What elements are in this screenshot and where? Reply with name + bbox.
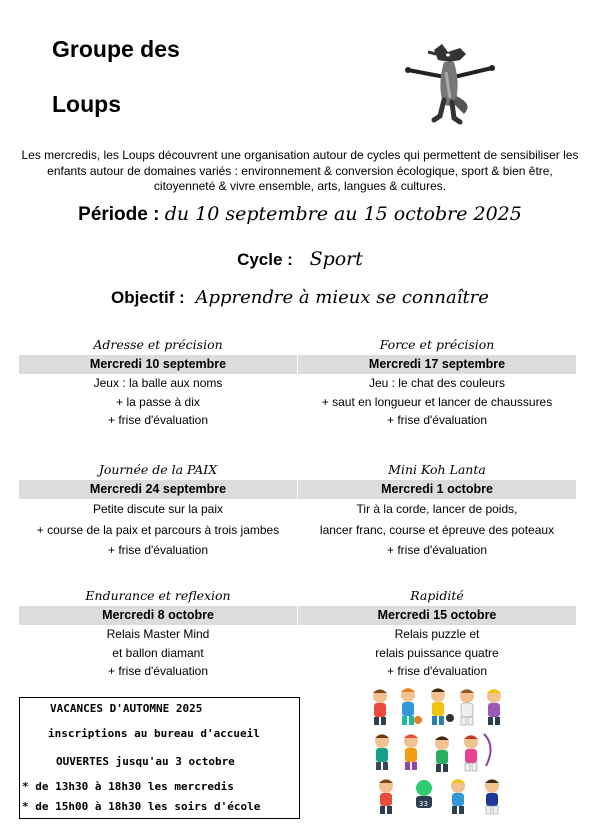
holidays-hours-school-days: * de 15h00 à 18h30 les soirs d'école xyxy=(22,800,261,813)
session-activity: Petite discute sur la paix xyxy=(92,502,224,516)
session-date: Mercredi 10 septembre xyxy=(19,355,297,374)
session-date: Mercredi 15 octobre xyxy=(298,606,576,625)
intro-paragraph: Les mercredis, les Loups découvrent une organisation autour de cycles qui permettent de sensibiliser les enfants autour de domaines variés : environnement & conversion écologique, sport & bien être, citoyenneté & vivre ensemble, arts, langues & cultures. xyxy=(21,148,579,193)
session-title: Force et précision xyxy=(379,337,495,352)
session-card xyxy=(19,586,297,681)
session-card xyxy=(19,460,297,561)
session-date: Mercredi 17 septembre xyxy=(298,355,576,374)
kids-sports-illustration xyxy=(366,686,512,816)
session-activity: + frise d'évaluation xyxy=(107,543,209,557)
page-title-line-1: Groupe des xyxy=(52,36,180,62)
session-title: Mini Koh Lanta xyxy=(388,462,486,477)
session-activity: lancer franc, course et épreuve des poteaux xyxy=(319,522,555,537)
session-date: Mercredi 24 septembre xyxy=(19,480,297,499)
session-card xyxy=(298,335,576,430)
session-title: Adresse et précision xyxy=(93,337,223,352)
session-activity: + frise d'évaluation xyxy=(107,413,209,427)
session-title: Endurance et reflexion xyxy=(85,588,231,603)
cycle-label: Cycle : xyxy=(237,250,293,269)
objective-row xyxy=(0,287,600,308)
cycle-row xyxy=(0,248,600,270)
session-card xyxy=(19,335,297,430)
page-title-line-2: Loups xyxy=(52,91,121,117)
period-label: Période : xyxy=(78,204,160,225)
session-activity: Jeu : le chat des couleurs xyxy=(368,376,506,390)
holidays-hours-wednesday: * de 13h30 à 18h30 les mercredis xyxy=(22,780,234,793)
svg-text:33: 33 xyxy=(419,800,428,808)
session-card xyxy=(298,586,576,681)
session-activity: + course de la paix et parcours à trois jambes xyxy=(36,522,280,537)
session-date: Mercredi 8 octobre xyxy=(19,606,297,625)
session-date: Mercredi 1 octobre xyxy=(298,480,576,499)
session-activity: Relais Master Mind xyxy=(106,627,210,641)
session-activity: relais puissance quatre xyxy=(375,645,499,660)
session-activity: + frise d'évaluation xyxy=(386,543,488,557)
session-title: Journée de la PAIX xyxy=(98,462,218,477)
session-activity: + frise d'évaluation xyxy=(386,664,488,678)
session-activity: Relais puzzle et xyxy=(394,627,480,641)
session-card xyxy=(298,460,576,561)
session-activity: Jeux : la balle aux noms xyxy=(93,376,223,390)
wolf-mascot-icon xyxy=(404,42,496,126)
session-activity: Tir à la corde, lancer de poids, xyxy=(356,502,518,516)
session-activity: + frise d'évaluation xyxy=(107,664,209,678)
period-value: du 10 septembre au 15 octobre 2025 xyxy=(164,203,522,225)
objective-label: Objectif : xyxy=(111,288,185,307)
period-row xyxy=(0,203,600,226)
session-title: Rapidité xyxy=(410,588,464,603)
holidays-registration: inscriptions au bureau d'accueil xyxy=(48,727,260,740)
session-activity: et ballon diamant xyxy=(112,645,204,660)
holidays-title: VACANCES D'AUTOMNE 2025 xyxy=(50,702,203,715)
session-activity: + saut en longueur et lancer de chaussures xyxy=(321,394,553,409)
session-activity: + frise d'évaluation xyxy=(386,413,488,427)
cycle-value: Sport xyxy=(309,248,363,270)
holidays-open-until: OUVERTES jusqu'au 3 octobre xyxy=(56,755,235,768)
objective-value: Apprendre à mieux se connaître xyxy=(195,287,489,308)
session-activity: + la passe à dix xyxy=(116,394,200,409)
